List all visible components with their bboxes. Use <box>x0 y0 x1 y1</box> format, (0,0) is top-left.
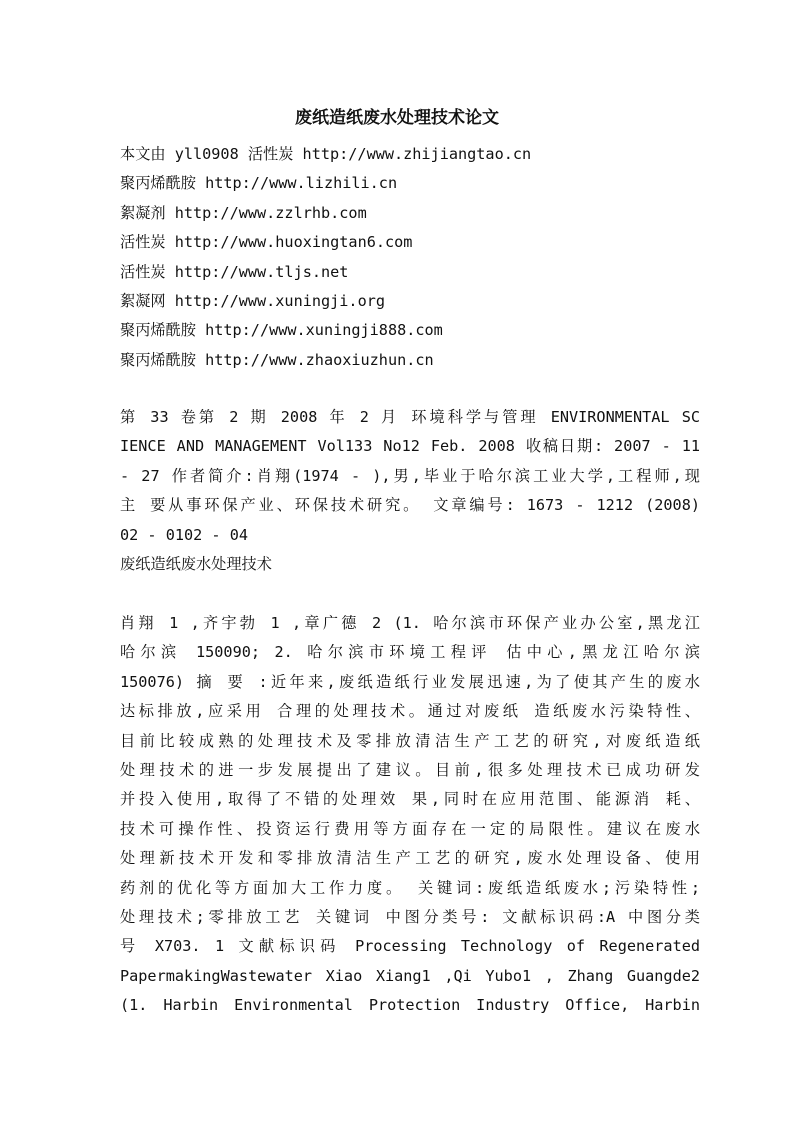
article-body <box>120 609 700 1020</box>
link-line: 聚丙烯酰胺 http://www.zhaoxiuzhun.cn <box>120 350 434 369</box>
body-line: 达标排放,应采用 合理的处理技术。通过对废纸 造纸废水污染特性、 <box>120 702 700 721</box>
body-line: 哈尔滨 150090; 2. 哈尔滨市环境工程评 估中心,黑龙江哈尔滨 <box>120 643 700 662</box>
link-line: 本文由 yll0908 活性炭 http://www.zhijiangtao.cn <box>120 145 532 163</box>
body-line: 处理新技术开发和零排放清洁生产工艺的研究,废水处理设备、使用 <box>120 849 700 868</box>
link-line: 聚丙烯酰胺 http://www.lizhili.cn <box>120 174 398 193</box>
body-line: PapermakingWastewater Xiao Xiang1 ,Qi Yubo1 , Zhang Guangde2 <box>120 966 700 985</box>
header-line: 第 33 卷第 2 期 2008 年 2 月 环境科学与管理 ENVIRONMENTAL SC <box>120 408 700 426</box>
body-line: 技术可操作性、投资运行费用等方面存在一定的局限性。建议在废水 <box>120 819 700 838</box>
header-line: - 27 作者简介:肖翔(1974 - ),男,毕业于哈尔滨工业大学,工程师,现 <box>120 466 700 485</box>
body-line: 150076) 摘 要 :近年来,废纸造纸行业发展迅速,为了使其产生的废水 <box>120 672 700 691</box>
body-line: 药剂的优化等方面加大工作力度。 关键词:废纸造纸废水;污染特性; <box>120 878 700 897</box>
link-line: 聚丙烯酰胺 http://www.xuningji888.com <box>120 321 443 340</box>
body-line: 并投入使用,取得了不错的处理效 果,同时在应用范围、能源消 耗、 <box>120 790 700 809</box>
link-line: 絮凝剂 http://www.zzlrhb.com <box>120 203 367 222</box>
link-line: 絮凝网 http://www.xuningji.org <box>120 291 386 310</box>
link-line: 活性炭 http://www.tljs.net <box>120 262 349 281</box>
header-line: 主 要从事环保产业、环保技术研究。 文章编号: 1673 - 1212 (2008) <box>120 496 700 515</box>
article-subtitle: 废纸造纸废水处理技术 <box>120 554 272 573</box>
article-header <box>120 403 700 579</box>
link-line: 活性炭 http://www.huoxingtan6.com <box>120 233 413 252</box>
header-line: 02 - 0102 - 04 <box>120 525 249 544</box>
body-line: 号 X703. 1 文献标识码 Processing Technology of Regenerated <box>120 937 700 956</box>
body-line: (1. Harbin Environmental Protection Industry Office, Harbin <box>120 996 700 1015</box>
body-line: 目前比较成熟的处理技术及零排放清洁生产工艺的研究,对废纸造纸 <box>120 731 700 750</box>
header-line: IENCE AND MANAGEMENT Vol133 No12 Feb. 2008 收稿日期: 2007 - 11 <box>120 437 700 456</box>
body-line: 处理技术;零排放工艺 关键词 中图分类号: 文献标识码:A 中图分类 <box>120 907 700 926</box>
body-line: 肖翔 1 ,齐宇勃 1 ,章广德 2 (1. 哈尔滨市环保产业办公室,黑龙江 <box>120 614 700 632</box>
body-line: 处理技术的进一步发展提出了建议。目前,很多处理技术已成功研发 <box>120 760 700 779</box>
link-list <box>120 140 700 375</box>
document-title: 废纸造纸废水处理技术论文 <box>295 108 499 128</box>
